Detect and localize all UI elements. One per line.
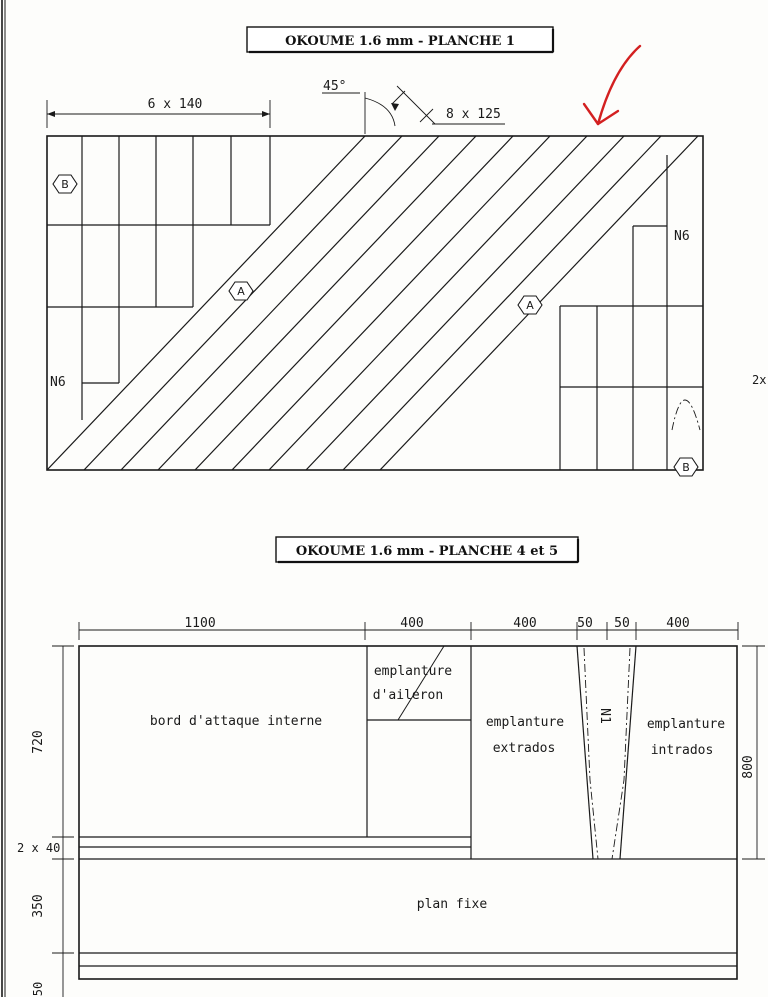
label-plan-fixe: plan fixe [416,897,488,912]
label-n1: N1 [597,708,612,724]
red-arrow-icon [584,46,640,124]
dim-400-a: 400 [400,616,424,631]
dim-50-a: 50 [577,616,593,631]
plank-4-5 [17,537,765,997]
svg-text:B: B [61,178,69,191]
angle-label: 45° [323,79,347,94]
svg-text:A: A [526,299,534,312]
plank-1-sheet [47,136,703,470]
svg-text:A: A [237,285,245,298]
label-bord-attaque: bord d'attaque interne [149,714,323,729]
strips-a [47,136,698,470]
dim-6x140: 6 x 140 [147,97,203,112]
dim-50-b: 50 [614,616,630,631]
dim-720: 720 [31,730,46,754]
plank-4-5-title: OKOUME 1.6 mm - PLANCHE 4 et 5 [295,544,559,559]
label-emplanture-aileron-1: emplanture [373,664,453,679]
label-b-bottom [674,458,698,476]
dim-800: 800 [741,755,756,779]
label-emplanture-intrados-1: emplanture [646,717,726,732]
svg-text:B: B [682,461,690,474]
dim-50-left: 50 [31,981,45,997]
n1-strip [577,646,636,859]
label-n6-right: N6 [674,229,690,244]
dim-400-b: 400 [513,616,537,631]
pieces-b-right [560,155,703,470]
label-n6-left: N6 [50,375,66,390]
plank-1-title: OKOUME 1.6 mm - PLANCHE 1 [285,34,515,49]
label-b-top [53,175,77,193]
label-emplanture-extrados-2: extrados [492,741,556,756]
label-a-left [229,282,253,300]
pieces-b-left [47,136,270,420]
label-emplanture-aileron-2: d'aileron [372,688,444,703]
label-emplanture-extrados-1: emplanture [485,715,565,730]
dim-2x40: 2 x 40 [17,841,61,855]
dim-350: 350 [31,894,46,918]
label-emplanture-intrados-2: intrados [650,743,714,758]
label-a-right [518,296,542,314]
dim-8x125: 8 x 125 [446,107,501,122]
dim-400-c: 400 [666,616,690,631]
side-mark: 2x [752,373,767,387]
dim-1100: 1100 [184,616,216,631]
plank-1 [47,27,766,476]
